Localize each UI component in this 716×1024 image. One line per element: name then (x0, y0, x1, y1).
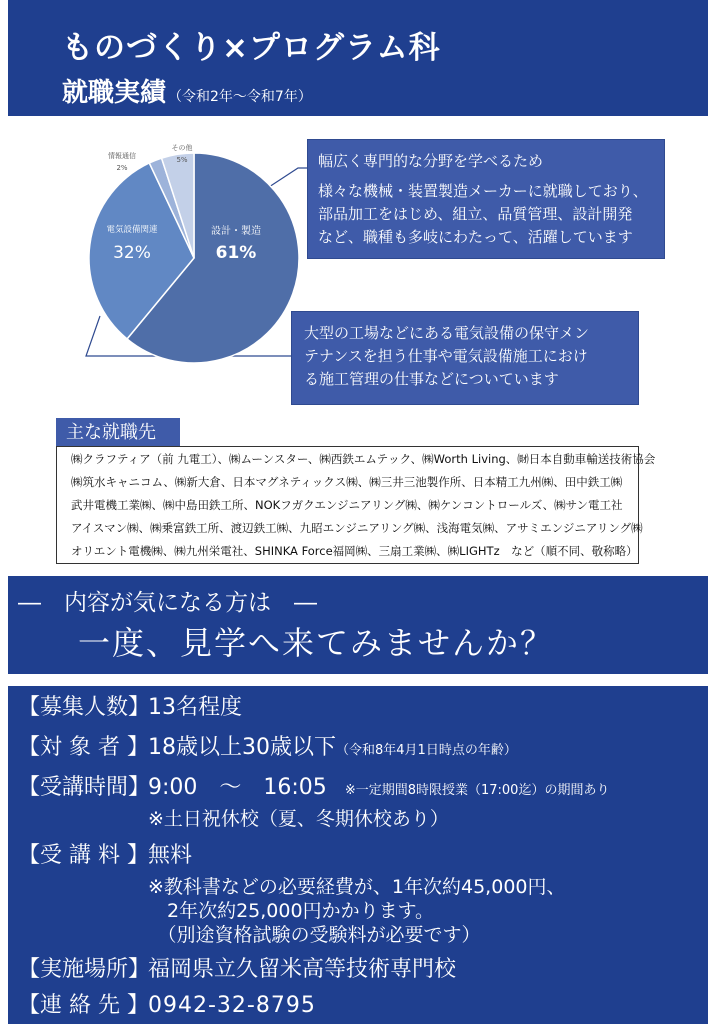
callout-design-lead: 幅広く専門的な分野を学べるため (318, 152, 544, 170)
info-panel (8, 686, 708, 1024)
note-target: （令和8年4月1日時点の年齢） (336, 743, 517, 758)
subtitle-text: 就職実績 (62, 78, 167, 108)
pie-label-0: 設計・製造 (211, 226, 261, 237)
label-venue: 【実施場所】 (18, 957, 151, 982)
employers-list (56, 446, 656, 564)
value-capacity: 13名程度 (148, 695, 242, 720)
label-target: 【対 象 者 】 (18, 735, 149, 760)
employers-heading: 主な就職先 (56, 418, 180, 448)
employer-line: オリエント電機㈱、㈱九州栄電社、SHINKA Force福岡㈱、三扇工業㈱、㈱LIGHTz など（順不同、敬称略） (71, 544, 638, 558)
label-capacity: 【募集人数】 (18, 695, 151, 720)
employer-line: ㈱クラフティア（前 九電工）、㈱ムーンスター、㈱西鉄エムテック、㈱Worth Living、㈶日本自動車輸送技術協会 (71, 452, 656, 466)
page-title: ものづくり×プログラム科 (62, 30, 441, 66)
row-hours (18, 770, 609, 801)
label-fee: 【受 講 料 】 (18, 843, 149, 868)
pie-pct-1: 32% (113, 243, 151, 263)
row-capacity (18, 690, 242, 721)
callout-electric (292, 312, 638, 404)
pie-label-2: 情報通信 (108, 152, 136, 160)
pie-pct-3: 5% (176, 156, 188, 164)
value-target: 18歳以上30歳以下 (148, 735, 336, 760)
callout-design-body: 様々な機械・装置製造メーカーに就職しており、 部品加工をはじめ、組立、品質管理、設計開発 など、職種も多岐にわたって、活躍しています (318, 182, 648, 246)
pie-pct-0: 61% (215, 243, 257, 263)
label-contact: 【連 絡 先 】 (18, 993, 149, 1018)
sub-fee-2: 2年次約25,000円かかります。 (148, 900, 435, 922)
pie-pct-2: 2% (116, 164, 128, 172)
value-contact: 0942-32-8795 (148, 993, 316, 1018)
subtitle-period: （令和2年～令和7年） (168, 89, 312, 105)
employer-line: ㈱筑水キャニコム、㈱新大倉、日本マグネティックス㈱、㈱三井三池製作所、日本精工九州㈱、田中鉄工㈱ (71, 475, 623, 489)
sub-fee-1: ※教科書などの必要経費が、1年次約45,000円、 (148, 876, 566, 898)
sub-hours: ※土日祝休校（夏、冬期休校あり） (148, 808, 449, 830)
employer-line: アイスマン㈱、㈱乗富鉄工所、渡辺鉄工㈱、九昭エンジニアリング㈱、浅海電気㈱、アサミエンジニアリング㈱ (71, 521, 643, 535)
value-hours: 9:00 ～ 16:05 (148, 775, 327, 800)
row-contact (18, 988, 316, 1019)
pie-label-1: 電気設備関連 (106, 225, 158, 235)
pie-label-3: その他 (171, 144, 193, 152)
cta-headline: 一度、見学へ来てみませんか？ (78, 624, 555, 662)
sub-fee-3: （別途資格試験の受験料が必要です） (148, 924, 481, 946)
value-venue: 福岡県立久留米高等技術専門校 (148, 957, 457, 982)
row-fee (18, 838, 192, 869)
callout-design (308, 140, 664, 258)
row-target (18, 730, 517, 761)
callout-electric-body: 大型の工場などにある電気設備の保守メン テナンスを担う仕事や電気設備施工におけ る施工管理の仕事などについています (304, 324, 590, 388)
cta-banner (8, 576, 708, 674)
employer-line: 武井電機工業㈱、㈱中島田鉄工所、NOKフガクエンジニアリング㈱、㈱ケンコントロールズ、㈱サン電工社 (71, 498, 623, 512)
value-fee: 無料 (148, 843, 193, 868)
cta-lead: ― 内容が気になる方は ― (18, 590, 317, 616)
note-hours: ※一定期間8時限授業（17:00迄）の期間あり (344, 783, 610, 798)
row-venue (18, 952, 456, 983)
pie-chart (86, 140, 306, 390)
label-hours: 【受講時間】 (18, 775, 151, 800)
